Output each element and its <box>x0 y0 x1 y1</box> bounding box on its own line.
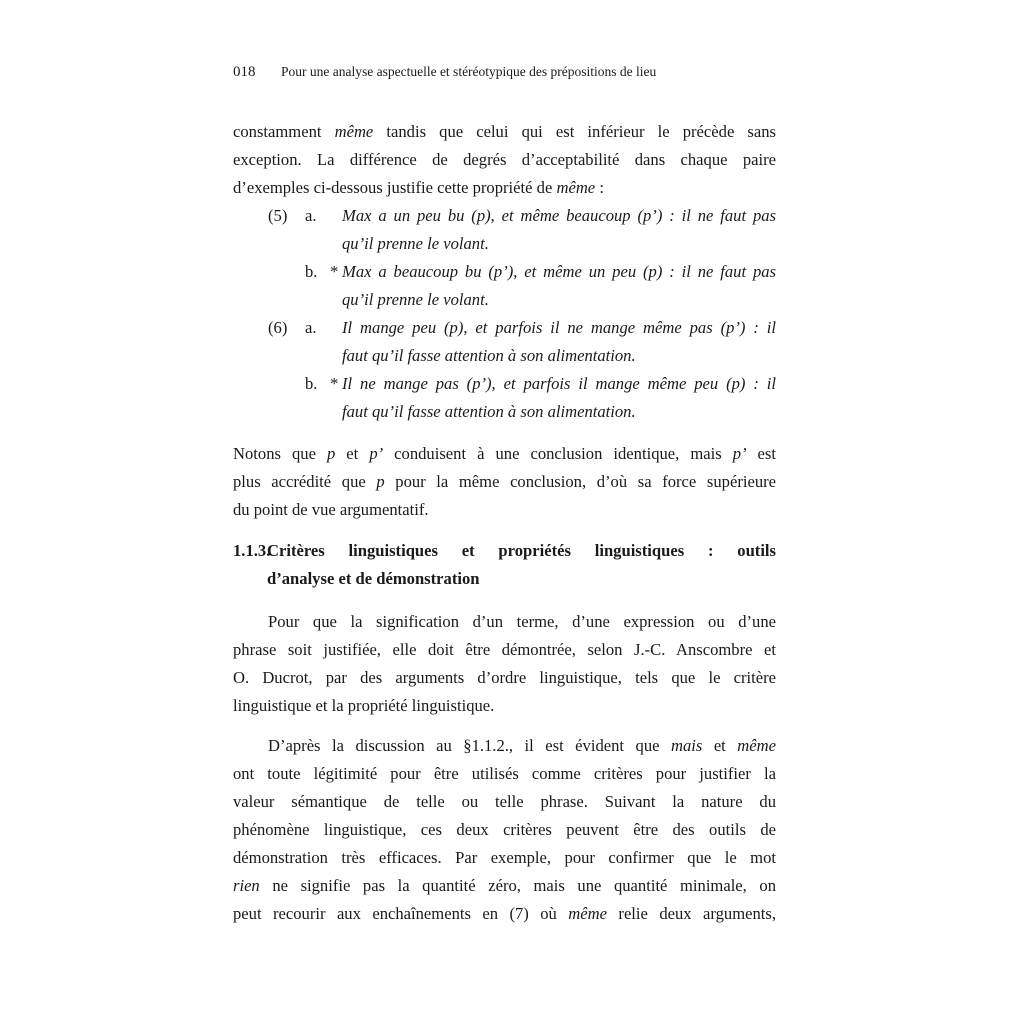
text-line: linguistique et la propriété linguistique. <box>233 696 495 715</box>
text-line: exception. La différence de degrés d’acceptabilité dans chaque paire <box>233 150 776 169</box>
section-number: 1.1.3. <box>233 541 271 560</box>
text-line: d’exemples ci-dessous justifie cette propriété de même : <box>233 178 604 197</box>
paragraph-dapres <box>233 732 776 928</box>
text-line: Pour que la signification d’un terme, d’une expression ou d’une <box>268 612 776 631</box>
example-text: Il ne mange pas (p’), et parfois il mange même peu (p) : il <box>342 374 776 393</box>
example-text: Max a un peu bu (p), et même beaucoup (p’) : il ne faut pas <box>342 206 776 225</box>
example-text-cont: qu’il prenne le volant. <box>342 290 489 309</box>
example-text-cont: faut qu’il fasse attention à son alimentation. <box>342 346 636 365</box>
example-text: Il mange peu (p), et parfois il ne mange même pas (p’) : il <box>342 318 776 337</box>
example-letter: a. <box>305 206 317 225</box>
unacceptable-mark: * <box>330 374 339 393</box>
text-line: D’après la discussion au §1.1.2., il est évident que mais et même <box>268 736 776 755</box>
page-number: 018 <box>233 64 256 80</box>
text-line: plus accrédité que p pour la même conclusion, d’où sa force supérieure <box>233 472 777 491</box>
text-line: constamment même tandis que celui qui est inférieur le précède sans <box>233 122 776 141</box>
text-line: phénomène linguistique, ces deux critères peuvent être des outils de <box>233 820 776 839</box>
running-title: Pour une analyse aspectuelle et stéréotypique des prépositions de lieu <box>281 64 657 79</box>
paragraph-continuation <box>233 118 776 202</box>
example-number: (6) <box>268 318 288 337</box>
text-line: Notons que p et p’ conduisent à une conclusion identique, mais p’ est <box>233 444 776 463</box>
unacceptable-mark: * <box>330 262 339 281</box>
section-title-cont: d’analyse et de démonstration <box>267 569 480 588</box>
running-header <box>233 64 776 81</box>
section-title: Critères linguistiques et propriétés linguistiques : outils <box>267 541 776 560</box>
text-line: peut recourir aux enchaînements en (7) où même relie deux arguments, <box>233 904 776 923</box>
paragraph-notons <box>233 440 776 524</box>
example-text: Max a beaucoup bu (p’), et même un peu (p) : il ne faut pas <box>342 262 776 281</box>
example-number: (5) <box>268 206 288 225</box>
text-line: rien ne signifie pas la quantité zéro, mais une quantité minimale, on <box>233 876 776 895</box>
text-line: du point de vue argumentatif. <box>233 500 429 519</box>
example-letter: b. <box>305 262 318 281</box>
example-letter: b. <box>305 374 318 393</box>
text-line: démonstration très efficaces. Par exemple, pour confirmer que le mot <box>233 848 776 867</box>
example-text-cont: qu’il prenne le volant. <box>342 234 489 253</box>
text-line: valeur sémantique de telle ou telle phrase. Suivant la nature du <box>233 792 776 811</box>
text-line: phrase soit justifiée, elle doit être démontrée, selon J.-C. Anscombre et <box>233 640 776 659</box>
example-letter: a. <box>305 318 317 337</box>
example-text-cont: faut qu’il fasse attention à son alimentation. <box>342 402 636 421</box>
paragraph-signification <box>233 608 776 720</box>
text-line: ont toute légitimité pour être utilisés comme critères pour justifier la <box>233 764 776 783</box>
text-line: O. Ducrot, par des arguments d’ordre linguistique, tels que le critère <box>233 668 776 687</box>
